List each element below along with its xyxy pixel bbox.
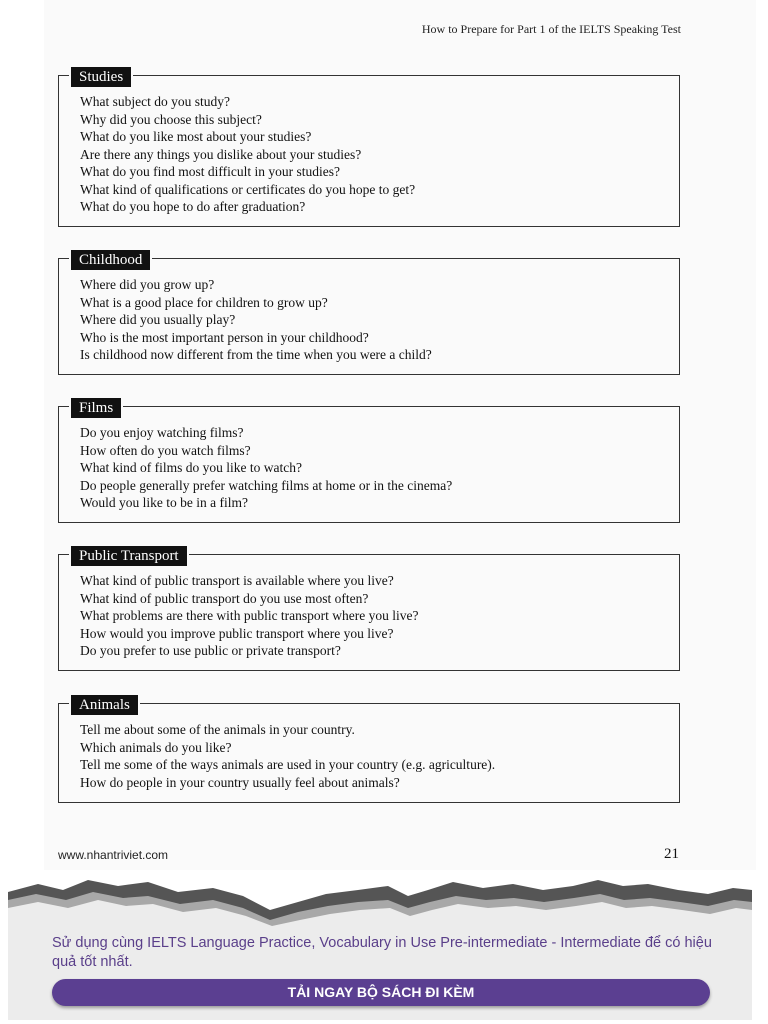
question-item: What kind of public transport do you use most often? [80,590,369,606]
question-item: What do you find most difficult in your studies? [80,164,340,179]
question-item: Do people generally prefer watching films at home or in the cinema? [80,477,453,493]
footer-website: www.nhantriviet.com [58,848,169,862]
question-item: Is childhood now different from the time when you were a child? [80,347,432,362]
question-item: Tell me about some of the animals in your country. [80,722,355,737]
section-title: Childhood [69,248,152,272]
question-item: How would you improve public transport where you live? [80,625,394,641]
section-studies [58,69,680,227]
section-films [58,400,680,523]
question-item: What do you hope to do after graduation? [80,199,306,214]
question-item: What kind of qualifications or certificates do you hope to get? [80,181,416,197]
question-item: Would you like to be in a film? [80,495,249,510]
question-item: Are there any things you dislike about your studies? [80,146,362,162]
question-item: Why did you choose this subject? [80,111,262,127]
question-item: Do you prefer to use public or private transport? [80,643,341,658]
page-number: 21 [664,846,679,862]
section-title: Animals [69,693,140,717]
promo-text: Sử dụng cùng IELTS Language Practice, Vocabulary in Use Pre-intermediate - Intermediate để có hiệu quả tốt nhất. [52,935,712,970]
section-title: Studies [69,65,133,89]
question-item: What kind of films do you like to watch? [80,460,302,475]
question-item: Where did you grow up? [80,277,215,292]
question-item: Do you enjoy watching films? [80,425,244,440]
section-title: Public Transport [69,544,189,568]
section-childhood [58,252,680,375]
question-item: What do you like most about your studies? [80,129,312,144]
question-item: Who is the most important person in your childhood? [80,329,369,345]
download-books-button[interactable]: TẢI NGAY BỘ SÁCH ĐI KÈM [52,979,710,1006]
question-item: What kind of public transport is available where you live? [80,573,394,588]
question-item: Tell me some of the ways animals are used in your country (e.g. agriculture). [80,757,496,772]
question-item: How do people in your country usually feel about animals? [80,774,400,790]
question-item: What subject do you study? [80,94,230,109]
section-public-transport [58,548,680,671]
question-item: Where did you usually play? [80,312,236,327]
section-title: Films [69,396,123,420]
question-item: What problems are there with public transport where you live? [80,608,419,623]
running-header: How to Prepare for Part 1 of the IELTS Speaking Test [421,22,681,36]
section-animals [58,697,680,803]
question-item: Which animals do you like? [80,739,232,755]
question-item: What is a good place for children to grow up? [80,294,328,310]
question-item: How often do you watch films? [80,442,251,458]
promo-banner [8,870,752,1020]
